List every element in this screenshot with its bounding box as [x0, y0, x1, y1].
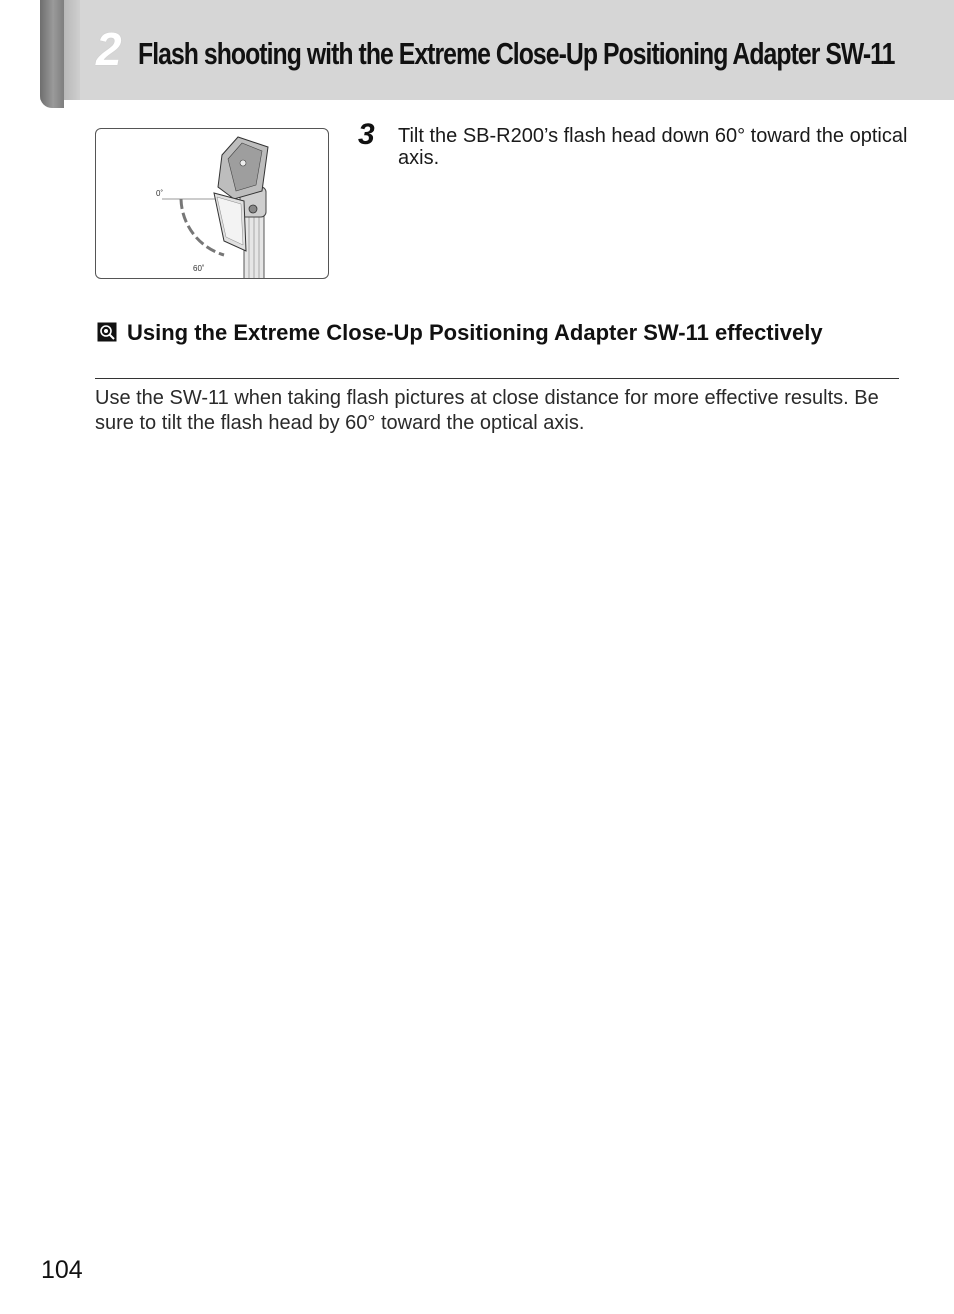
step-instruction: Tilt the SB-R200’s flash head down 60° toward the optical axis.: [398, 125, 908, 169]
tip-note-icon: [97, 322, 117, 342]
chapter-number: 2: [96, 23, 122, 75]
section-body-text: Use the SW-11 when taking flash pictures at close distance for more effective results. Be sure to tilt the flash head by 60° toward the optical axis.: [95, 387, 879, 434]
section-heading: Using the Extreme Close-Up Positioning Adapter SW-11 effectively: [127, 320, 823, 345]
step-number: 3: [358, 118, 375, 151]
flash-head-tilt-illustration: [95, 128, 329, 279]
section-divider: [95, 378, 899, 379]
angle-start-label: 0˚: [156, 189, 164, 198]
flash-head-drawing: [96, 129, 329, 279]
angle-end-label: 60˚: [193, 264, 205, 273]
page-title: Flash shooting with the Extreme Close-Up Positioning Adapter SW-11: [138, 36, 895, 71]
chapter-tab-highlight: [64, 0, 80, 100]
chapter-tab-marker: [40, 0, 64, 108]
page-number: 104: [41, 1256, 83, 1284]
